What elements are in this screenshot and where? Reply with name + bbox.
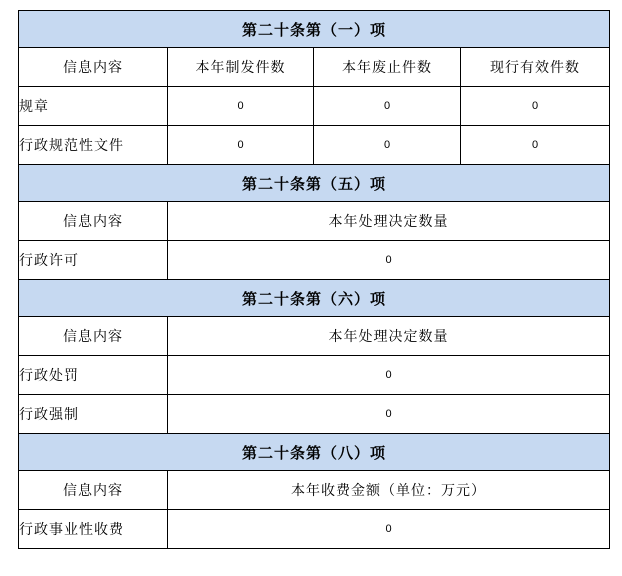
section-header-row [19, 434, 610, 471]
cell-value: 0 [168, 510, 610, 549]
column-header: 本年处理决定数量 [168, 317, 610, 356]
cell-value: 0 [168, 356, 610, 395]
table-row [19, 356, 610, 395]
column-header: 信息内容 [19, 202, 168, 241]
table-row [19, 395, 610, 434]
row-label: 行政许可 [19, 241, 168, 280]
column-header-row [19, 317, 610, 356]
table-row [19, 241, 610, 280]
row-label: 行政强制 [19, 395, 168, 434]
section-title: 第二十条第（八）项 [19, 434, 610, 471]
section-title: 第二十条第（六）项 [19, 280, 610, 317]
cell-value: 0 [314, 126, 461, 165]
cell-value: 0 [314, 87, 461, 126]
cell-value: 0 [168, 241, 610, 280]
row-label: 行政事业性收费 [19, 510, 168, 549]
cell-value: 0 [168, 395, 610, 434]
section-title: 第二十条第（一）项 [19, 11, 610, 48]
section-header-row [19, 11, 610, 48]
column-header-row [19, 202, 610, 241]
cell-value: 0 [461, 126, 610, 165]
column-header-row [19, 471, 610, 510]
cell-value: 0 [168, 87, 314, 126]
row-label: 行政处罚 [19, 356, 168, 395]
statistics-table [18, 10, 610, 549]
column-header: 信息内容 [19, 48, 168, 87]
row-label: 行政规范性文件 [19, 126, 168, 165]
column-header: 信息内容 [19, 317, 168, 356]
section-header-row [19, 280, 610, 317]
table-row [19, 87, 610, 126]
section-header-row [19, 165, 610, 202]
column-header: 本年处理决定数量 [168, 202, 610, 241]
column-header: 信息内容 [19, 471, 168, 510]
cell-value: 0 [461, 87, 610, 126]
report-container [18, 10, 610, 549]
column-header: 本年制发件数 [168, 48, 314, 87]
table-row [19, 126, 610, 165]
cell-value: 0 [168, 126, 314, 165]
table-row [19, 510, 610, 549]
column-header: 现行有效件数 [461, 48, 610, 87]
column-header: 本年废止件数 [314, 48, 461, 87]
column-header: 本年收费金额（单位：万元） [168, 471, 610, 510]
section-title: 第二十条第（五）项 [19, 165, 610, 202]
row-label: 规章 [19, 87, 168, 126]
column-header-row [19, 48, 610, 87]
